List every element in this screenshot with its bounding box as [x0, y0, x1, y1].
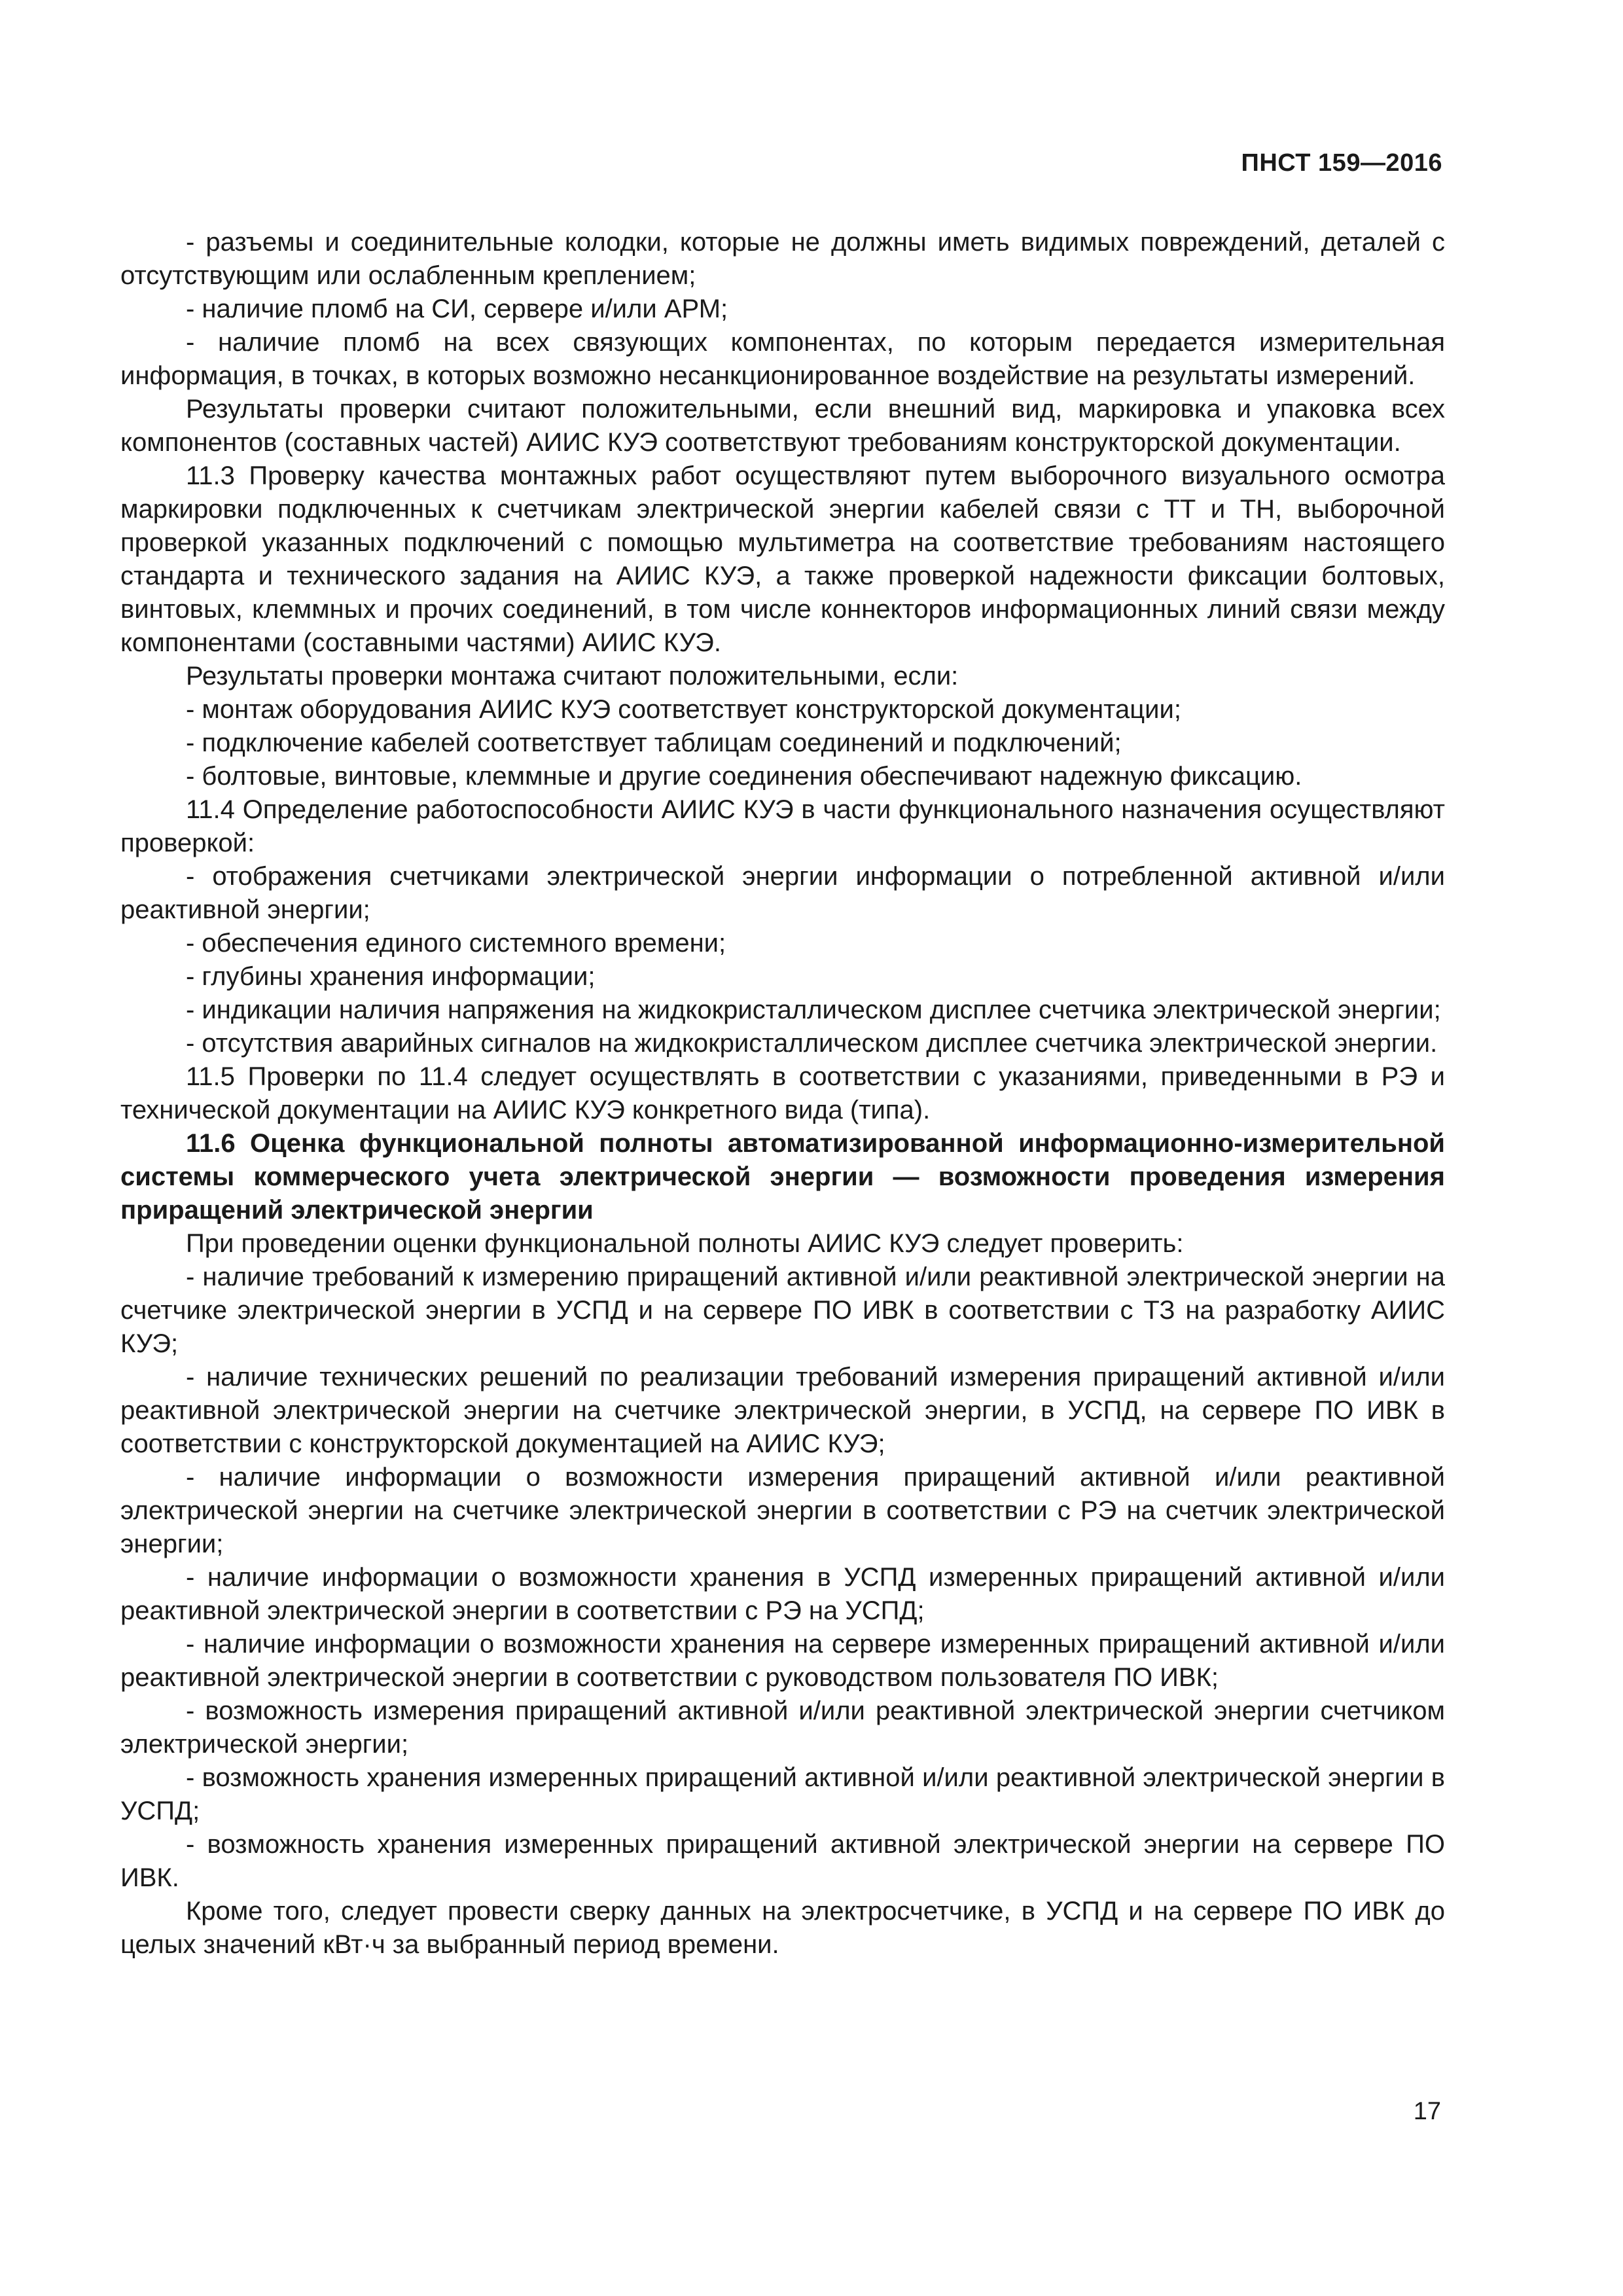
paragraph: 11.3 Проверку качества монтажных работ осуществляют путем выборочного визуального осмотра маркировки подключенных к счетчикам электрической энергии кабелей связи с ТТ и ТН, выборочной проверкой указанных подключений с помощью мультиметра на соответствие требованиям настоящего стандарта и технического задания на АИИС КУЭ, а также проверкой надежности фиксации болтовых, винтовых, клеммных и прочих соединений, в том числе коннекторов информационных линий связи между компонентами (составными частями) АИИС КУЭ. [120, 461, 1445, 657]
document-body [120, 226, 1445, 1962]
paragraph: - наличие пломб на СИ, сервере и/или АРМ; [186, 295, 728, 323]
paragraph: - возможность хранения измеренных приращений активной электрической энергии на сервере ПО ИВК. [120, 1830, 1445, 1892]
paragraph: - наличие пломб на всех связующих компонентах, по которым передается измерительная информация, в точках, в которых возможно несанкционированное воздействие на результаты измерений. [120, 328, 1445, 390]
paragraph: - наличие информации о возможности хранения на сервере измеренных приращений активной и/или реактивной электрической энергии в соответствии с руководством пользователя ПО ИВК; [120, 1630, 1445, 1692]
page-number: 17 [1413, 2098, 1441, 2125]
paragraph: При проведении оценки функциональной полноты АИИС КУЭ следует проверить: [186, 1229, 1184, 1258]
paragraph: 11.4 Определение работоспособности АИИС КУЭ в части функционального назначения осуществляют проверкой: [120, 795, 1445, 857]
paragraph: Результаты проверки считают положительными, если внешний вид, маркировка и упаковка всех компонентов (составных частей) АИИС КУЭ соответствуют требованиям конструкторской документации. [120, 395, 1445, 457]
paragraph: - отображения счетчиками электрической энергии информации о потребленной активной и/или реактивной энергии; [120, 862, 1445, 924]
paragraph: - разъемы и соединительные колодки, которые не должны иметь видимых повреждений, деталей с отсутствующим или ослабленным креплением; [120, 228, 1445, 290]
paragraph: - монтаж оборудования АИИС КУЭ соответствует конструкторской документации; [186, 695, 1181, 724]
paragraph: - болтовые, винтовые, клеммные и другие соединения обеспечивают надежную фиксацию. [186, 762, 1302, 791]
paragraph: - наличие информации о возможности измерения приращений активной и/или реактивной электрической энергии на счетчике электрической энергии в соответствии с РЭ на счетчик электрической энергии; [120, 1463, 1445, 1558]
paragraph: - возможность хранения измеренных приращений активной и/или реактивной электрической энергии в УСПД; [120, 1763, 1445, 1825]
paragraph: 11.5 Проверки по 11.4 следует осуществлять в соответствии с указаниями, приведенными в РЭ и технической документации на АИИС КУЭ конкретного вида (типа). [120, 1062, 1445, 1124]
section-heading: 11.6 Оценка функциональной полноты автоматизированной информационно-измерительной системы коммерческого учета электрической энергии — возможности проведения измерения приращений электрической энергии [120, 1129, 1445, 1225]
paragraph: - глубины хранения информации; [186, 962, 596, 991]
paragraph: - индикации наличия напряжения на жидкокристаллическом дисплее счетчика электрической энергии; [186, 996, 1441, 1024]
paragraph: - наличие информации о возможности хранения в УСПД измеренных приращений активной и/или реактивной электрической энергии в соответствии с РЭ на УСПД; [120, 1563, 1445, 1625]
paragraph: - наличие технических решений по реализации требований измерения приращений активной и/или реактивной электрической энергии на счетчике электрической энергии, в УСПД, на сервере ПО ИВК в соответствии с конструкторской документацией на АИИС КУЭ; [120, 1363, 1445, 1458]
paragraph: Кроме того, следует провести сверку данных на электросчетчике, в УСПД и на сервере ПО ИВК до целых значений кВт·ч за выбранный период времени. [120, 1897, 1445, 1959]
paragraph: - наличие требований к измерению приращений активной и/или реактивной электрической энергии на счетчике электрической энергии в УСПД и на сервере ПО ИВК в соответствии с ТЗ на разработку АИИС КУЭ; [120, 1263, 1445, 1358]
paragraph: - отсутствия аварийных сигналов на жидкокристаллическом дисплее счетчика электрической энергии. [186, 1029, 1438, 1058]
paragraph: Результаты проверки монтажа считают положительными, если: [186, 662, 959, 691]
document-code: ПНСТ 159—2016 [1241, 149, 1442, 177]
paragraph: - подключение кабелей соответствует таблицам соединений и подключений; [186, 728, 1122, 757]
paragraph: - возможность измерения приращений активной и/или реактивной электрической энергии счетчиком электрической энергии; [120, 1696, 1445, 1759]
paragraph: - обеспечения единого системного времени; [186, 929, 726, 958]
